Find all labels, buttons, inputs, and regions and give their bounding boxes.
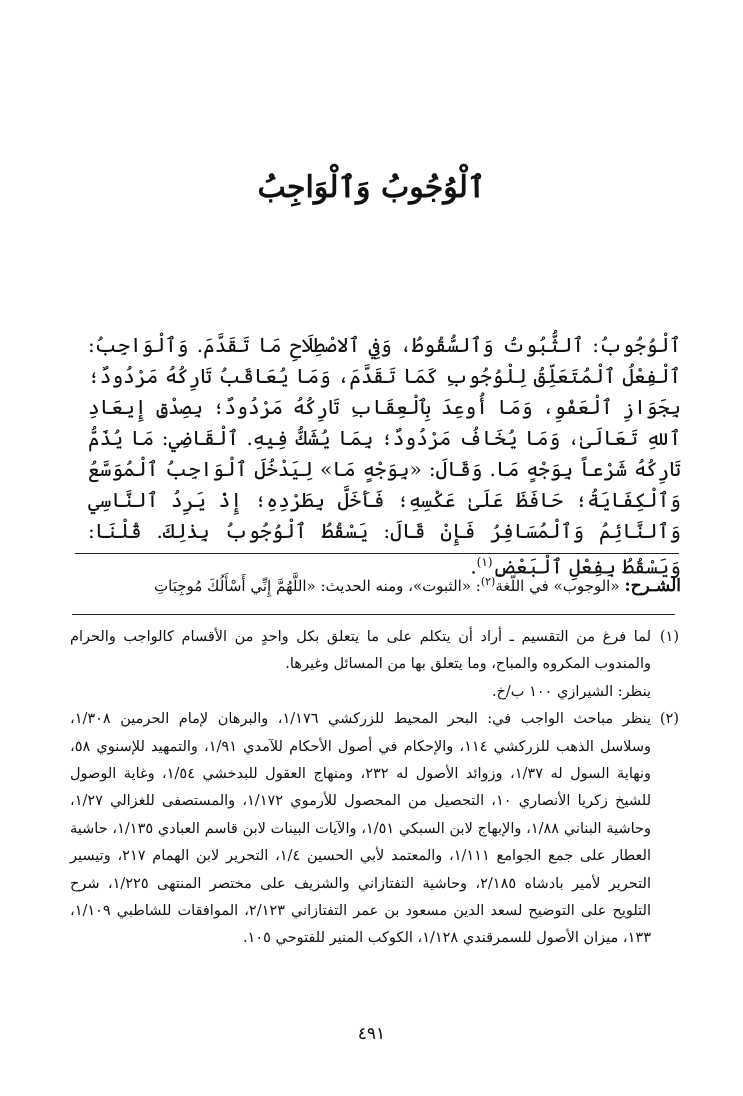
footnote-ref-1[interactable]: (١) [476, 555, 493, 569]
footnote-line: ينظر مباحث الواجب في: البحر المحيط للزركشي ١/١٧٦، والبرهان لإمام الحرمين ١/٣٠٨، وسلاسل الذهب للزركشي ١١٤، والإحكام في أصول الأحكام للآمدي ١/٩١، والتمهيد للإسنوي ٥٨، ونهاية السول له ١/٣٧، وزوائد الأصول له ٢٣٢، ومنهاج العقول للبدخشي ١/٥٤، وغاية الوصول للشيخ زكريا الأنصاري ١٠، التحصيل من المحصول للأرموي ١/١٧٢، والمستصفى للغزالي ١/٢٧، وحاشية البناني ١/٨٨، والإبهاج لابن السبكي ١/٥١، والآيات البينات لابن قاسم العبادي ١/١٣٥، حاشية العطار على جمع الجوامع ١/١١١، والمعتمد لأبي الحسين ١/٤، التحرير لابن الهمام ٢١٧، وتيسير التحرير لأمير بادشاه ٢/١٨٥، وحاشية التفتازاني والشريف على مختصر المنتهى ١/٢٢٥، شرح التلويح على التوضيح لسعد الدين مسعود بن عمر التفتازاني ٢/١٢٣، الموافقات للشاطبي ١/١٠٩، ١٣٣، ميزان الأصول للسمرقندي ١/١٢٨، الكوكب المنير للفتوحي ١٠٥. [70, 711, 652, 947]
footnotes [70, 624, 679, 953]
sharh-text-b: : «الثبوت»، ومنه الحديث: «اللَّهُمَّ إِنِّي أَسْأَلُكَ مُوجِبَاتِ [154, 577, 481, 595]
footnote-divider [72, 614, 675, 615]
main-paragraph [88, 330, 681, 583]
main-text: ٱلْوُجُوبُ: ٱلثُّبُوتُ وَٱلسُّقُوطُ، وَفِي ٱلاصْطِلَاحِ مَا تَقَدَّمَ. وَٱلْوَاجِبُ: ٱلْفِعْلُ ٱلْمُتَعَلِّقُ لِلْوُجُوبِ كَمَا تَقَدَّمَ، وَمَا يُعَاقَبُ تَارِكُهُ مَرْدُودٌ؛ بِجَوَازِ ٱلْعَفْوِ، وَمَا أُوعِدَ بِٱلْعِقَابِ تَارِكُهُ مَرْدُودٌ؛ بِصِدْقِ إِيعَادِ ٱللهِ تَعَالَىٰ، وَمَا يُخَافُ مَرْدُودٌ؛ بِمَا يُشَكُّ فِيهِ. ٱلْقَاضِي: مَا يُذَمُّ تَارِكُهُ شَرْعاً بِوَجْهٍ مَا. وَقَالَ: «بِوَجْهٍ مَا» لِيَدْخُلَ ٱلْوَاجِبُ ٱلْمُوَسَّعُ وَٱلْكِفَايَةُ؛ حَافَظَ عَلَىٰ عَكْسِهِ؛ فَأَخَلَّ بِطَرْدِهِ؛ إِذْ يَرِدُ ٱلنَّاسِي وَٱلنَّائِمُ وَٱلْمُسَافِرُ فَإِنْ قَالَ: يَسْقُطُ ٱلْوُجُوبُ بِذٰلِكَ. قُلْنَا: وَيَسْقُطُ بِفِعْلِ ٱلْبَعْضِ [88, 333, 681, 579]
footnote-line: ينظر: الشيرازي ١٠٠ ب/خ. [491, 683, 651, 700]
sharh-label: الشـرح: [624, 576, 681, 596]
footnote-2 [70, 706, 679, 953]
sharh-text-a: «الوجوب» في اللّغة [495, 577, 620, 595]
footnote-number: (١) [659, 629, 679, 645]
footnote-ref-2[interactable]: (٢) [480, 575, 496, 588]
main-text-block [88, 330, 681, 583]
footnote-body [70, 624, 651, 706]
main-text-end: . [470, 554, 477, 579]
footnote-line: لما فرغ من التقسيم ـ أراد أن يتكلم على ما يتعلق بكل واحدٍ من الأقسام كالواجب والحرام والمندوب المكروه والمباح، وما يتعلق بها من المسائل وغيرها. [70, 629, 651, 673]
page-number: ٤٩١ [357, 1024, 386, 1044]
footnote-number: (٢) [659, 711, 679, 728]
sharh-commentary [66, 571, 681, 597]
footnote-body [70, 706, 651, 953]
footnote-1 [70, 624, 679, 706]
chapter-title: ٱلْوُجُوبُ وَٱلْوَاجِبُ [257, 170, 486, 205]
main-divider [75, 553, 679, 554]
